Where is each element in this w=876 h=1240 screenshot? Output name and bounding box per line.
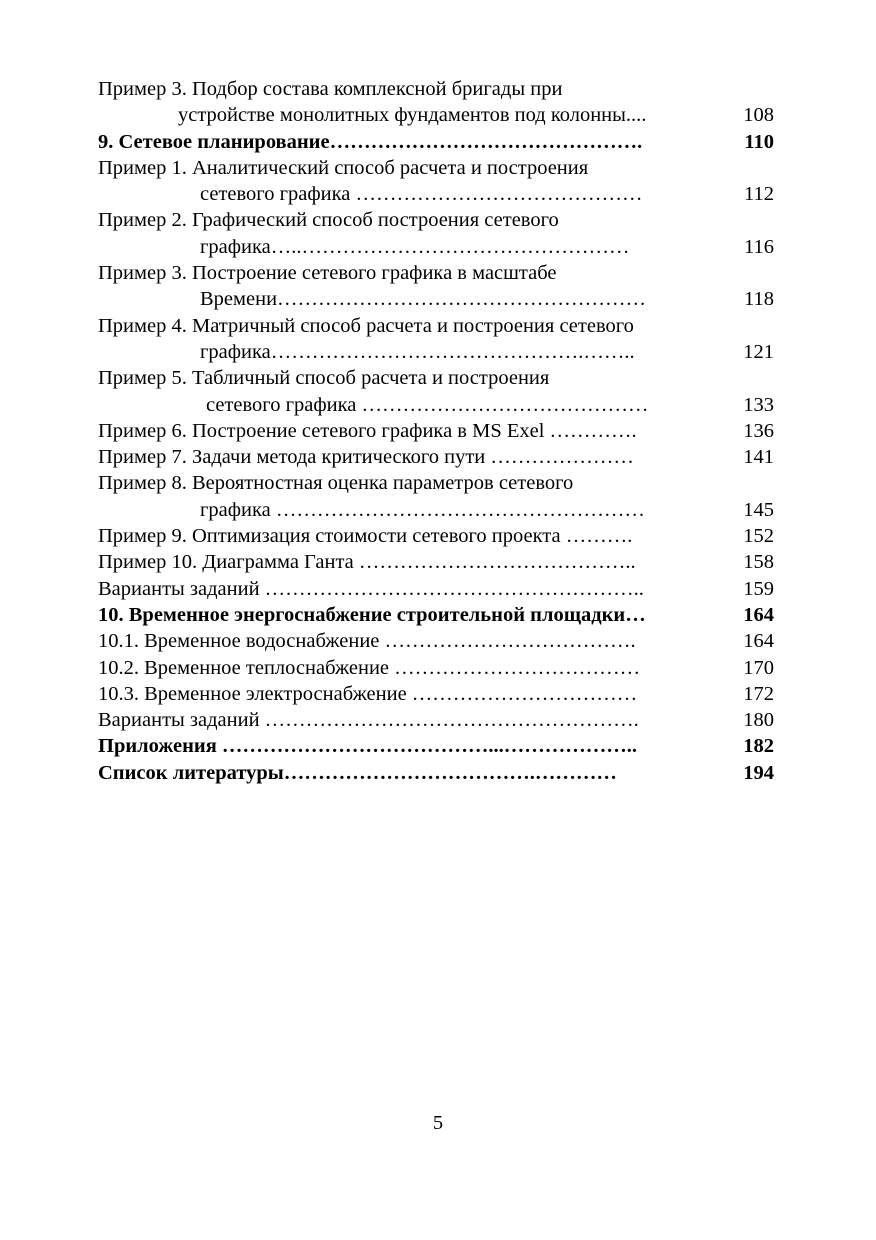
toc-page-number: 152 [743,525,774,548]
toc-entry-text-cont: сетевого графика …………………………………… [206,393,649,416]
toc-page-number: 133 [743,393,774,416]
toc-entry-text: 10.1. Временное водоснабжение ………………………………. [98,630,636,653]
toc-page-number: 136 [743,419,774,442]
toc-entry-line [98,313,774,339]
toc-entry-text-cont: графика…..………………………………………… [200,235,630,258]
table-of-contents [98,76,774,786]
toc-entry-line [98,102,774,128]
toc-entry-text: Варианты заданий ……………………………………………….. [98,577,644,600]
toc-section-title: Список литературы……………………………….………… [98,761,617,784]
toc-page-number: 112 [744,183,774,206]
toc-entry-text: 10.2. Временное теплоснабжение ……………………………… [98,656,641,679]
toc-entry-text: Пример 7. Задачи метода критического пути ………………… [98,446,634,469]
toc-entry-line [98,234,774,260]
toc-page-number: 170 [743,656,774,679]
toc-section-title: Приложения …………………………………...……………….. [98,735,638,758]
toc-page-number: 110 [744,130,774,153]
toc-entry-text: Пример 2. Графический способ построения сетевого [98,209,559,232]
toc-page-number: 164 [743,630,774,653]
toc-entry-text-cont: графика……………………………………….…….. [200,340,635,363]
toc-page-number: 121 [743,340,774,363]
toc-entry-line [98,549,774,575]
toc-entry-text: Варианты заданий ………………………………………………. [98,709,639,732]
toc-page-number: 118 [744,288,774,311]
toc-section-line [98,129,774,155]
toc-entry-line [98,207,774,233]
toc-entry-line [98,470,774,496]
toc-entry-text-cont: Времени……………………………………………… [200,288,647,311]
toc-page-number: 172 [743,682,774,705]
toc-entry-text: 10.3. Временное электроснабжение …………………………… [98,682,638,705]
toc-entry-text: Пример 6. Построение сетевого графика в MS Exel …………. [98,419,637,442]
toc-entry-line [98,418,774,444]
toc-page-number: 194 [743,761,774,784]
toc-page-number: 159 [743,577,774,600]
toc-entry-line [98,628,774,654]
toc-entry-line [98,339,774,365]
toc-entry-line [98,260,774,286]
toc-entry-line [98,497,774,523]
toc-entry-text: Пример 5. Табличный способ расчета и построения [98,367,550,390]
toc-page-number: 164 [743,603,774,626]
toc-entry-text-cont: сетевого графика …………………………………… [200,183,643,206]
toc-page-number: 116 [744,235,774,258]
toc-entry-line [98,365,774,391]
toc-entry-text: Пример 9. Оптимизация стоимости сетевого проекта ………. [98,525,633,548]
toc-entry-line [98,523,774,549]
toc-page-number: 182 [743,735,774,758]
toc-entry-line [98,155,774,181]
toc-section-line [98,602,774,628]
toc-page-number: 158 [743,551,774,574]
page-number: 5 [432,1112,444,1134]
toc-entry-text: Пример 10. Диаграмма Ганта ………………………………….. [98,551,636,574]
toc-section-line [98,733,774,759]
toc-section-line [98,760,774,786]
toc-entry-line [98,181,774,207]
toc-entry-text-cont: графика ……………………………………………… [200,498,645,521]
toc-entry-line [98,392,774,418]
toc-entry-line [98,707,774,733]
toc-entry-line [98,681,774,707]
toc-entry-text-cont: устройстве монолитных фундаментов под колонны.... [178,104,647,127]
toc-page-number: 141 [743,446,774,469]
toc-page-number: 108 [743,104,774,127]
toc-entry-line [98,576,774,602]
toc-entry-text: Пример 1. Аналитический способ расчета и построения [98,156,589,179]
toc-entry-line [98,286,774,312]
toc-page-number: 180 [743,709,774,732]
toc-entry-line [98,655,774,681]
toc-entry-text: Пример 4. Матричный способ расчета и построения сетевого [98,314,634,337]
toc-page-number: 145 [743,498,774,521]
toc-entry-line [98,76,774,102]
toc-entry-text: Пример 3. Подбор состава комплексной бригады при [98,78,563,100]
toc-entry-line [98,444,774,470]
toc-entry-text: Пример 8. Вероятностная оценка параметров сетевого [98,472,574,495]
toc-section-title: 9. Сетевое планирование………………………………………. [98,130,643,153]
toc-section-title: 10. Временное энергоснабжение строительной площадки… [98,603,646,626]
toc-entry-text: Пример 3. Построение сетевого графика в масштабе [98,262,557,285]
